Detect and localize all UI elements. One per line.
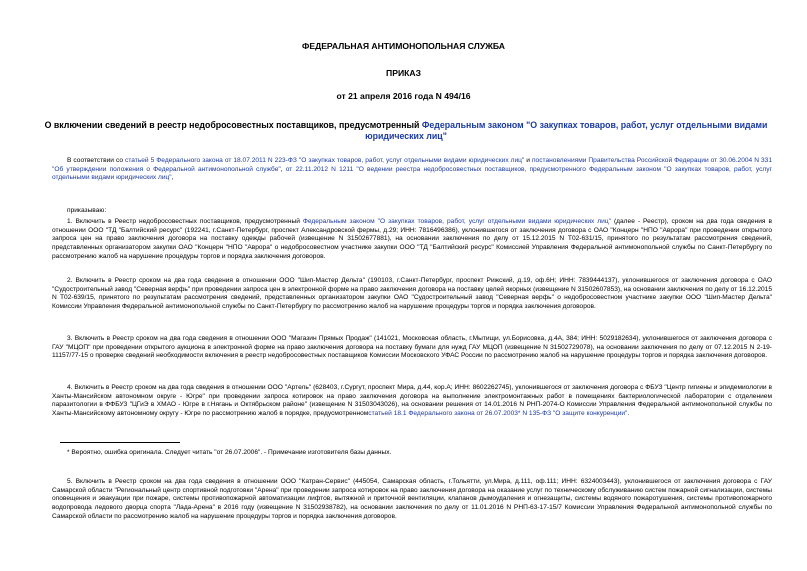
order-item-4	[52, 384, 772, 419]
item-1-text: 1. Включить в Реестр недобросовестных поставщиков, предусмотренный	[67, 218, 303, 225]
order-item-5: 5. Включить в Реестр сроком на два года сведения в отношении ООО "Катран-Сервис" (445054, Самарская область, г.Тольятти, ул.Мира, д.111, оф.111; ИНН: 6324003443), уклонившегося от заключения договора с ГАУ Самарской области "Региональный центр спортивной подготовки "Арена" при проведении запроса котировок на право заключения договора на оказание услуг по техническому обслуживанию систем пожарной сигнализации, системы оповещения и эвакуации при пожаре, системы противопожарной автоматизации лифтов, вытяжной и приточной вентиляции, клапанов дымоудаления и огнезащиты, системы водяного пожаротушения, системы противопожарного водопровода ледового дворца спорта "Лада-Арена" в 2016 году (извещение N 31502938782), на основании заключения по делу от 11.01.2016 N РНП-63-17-15/7 Комиссии Управления Федеральной антимонопольной службы по Самарской области по рассмотрению жалоб на нарушение процедуры торгов и порядка заключения договоров.	[52, 478, 772, 520]
basis-resolution-331-link[interactable]: постановлениями Правительства Российской Федерации от 30.06.2004 N 331 "Об утверждении положения о Федеральной антимонопольной службе"	[52, 157, 772, 173]
basis-text: В соответствии со	[67, 157, 126, 164]
basis-tail: ,	[171, 174, 174, 182]
heading-law-link[interactable]: Федеральным законом "О закупках товаров, работ, услуг отдельными видами юридических лиц"	[365, 120, 768, 141]
basis-separator: ,	[280, 165, 286, 173]
basis-law-link[interactable]: статьей 5 Федерального закона от 18.07.2011 N 223-ФЗ "О закупках товаров, работ, услуг отдельными видами юридических лиц"	[125, 157, 525, 164]
item-1-law-link[interactable]: Федеральным законом "О закупках товаров, работ, услуг отдельными видами юридических лиц"	[302, 218, 611, 225]
legal-basis-paragraph	[52, 157, 772, 183]
order-directive: приказываю:	[67, 207, 107, 214]
item-4-text: 4. Включить в Реестр сроком на два года сведения в отношении ООО "Артель" (628403, г.Сургут, проспект Мира, д.44, кор.А; ИНН: 8602262745), уклонившегося от заключения договора с ФБУЗ "Центр гигиены и эпидемиологии в Ханты-Мансийском автономном округе - Югре" при проведении запроса котировок на право заключения договора на выполнение электромонтажных работ в помещениях бактериологической лаборатории с отделением паразитологии в ФФБУЗ "ЦГиЭ в ХМАО - Югре в г.Нягань и Октябрьском районе" (извещение N 31503043026), на основании решения от 14.01.2016 N РНП-2074-О Комиссии Управления Федеральной антимонопольной службы по Ханты-Мансийскому автономному округу - Югре по рассмотрению жалоб в порядке, предусмотренном	[52, 384, 772, 418]
footnote-divider	[60, 442, 180, 443]
basis-resolution-1211-link[interactable]: от 22.11.2012 N 1211 "О ведении реестра недобросовестных поставщиков, предусмотренного Федеральным законом "О закупках товаров, работ, услуг отдельными видами юридических лиц"	[52, 165, 772, 182]
footnote: * Вероятно, ошибка оригинала. Следует читать "от 26.07.2006". - Примечание изготовителя базы данных.	[67, 449, 392, 456]
item-4-tail: .	[627, 410, 630, 418]
item-4-law-link[interactable]: статьей 18.1 Федерального закона от 26.07.2003* N 135-ФЗ "О защите конкуренции"	[368, 410, 628, 418]
agency-title: ФЕДЕРАЛЬНАЯ АНТИМОНОПОЛЬНАЯ СЛУЖБА	[302, 41, 505, 51]
order-item-2: 2. Включить в Реестр сроком на два года сведения в отношении ООО "Шип-Мастер Дельта" (190103, г.Санкт-Петербург, проспект Рижский, д.19, оф.6Н; ИНН: 7839444137), уклонившегося от заключения договора с ОАО "Судостроительный завод "Северная верфь" при проведении запроса цен в электронной форме на право заключения договора на поставку целей якорных (извещение N 31502607853), на основании заключения по делу от 16.12.2015 N Т02-639/15, принятого по результатам рассмотрения сведений, представленных организатором закупки ОАО "Судостроительный завод "Северная верфь" о недобросовестном участнике закупки ООО "Шип-Мастер Дельта" Комиссии Управления Федеральной антимонопольной службы по Санкт-Петербургу по рассмотрению жалоб на нарушение процедуры торгов и порядка заключения договоров.	[52, 277, 772, 311]
basis-connector: и	[524, 157, 532, 164]
document-date-number: от 21 апреля 2016 года N 494/16	[336, 91, 471, 101]
item-1-text-rest: (далее - Реестр), сроком на два года сведения в отношении ООО "ТД "Балтийский ресурс" (192241, г.Санкт-Петербург, проспект Александровской фермы, д.29; ИНН: 7816496386), уклонившегося от заключения договора с ОАО "Концерн "НПО "Аврора" при проведении открытого запроса цен на право заключения договора на поставку одежды рабочей (извещение N 31502677881), на основании заключения по делу от 15.12.2015 N Т02-631/15, принятого по результатам рассмотрения сведений, представленных организатором закупки ОАО "Концерн "НПО "Аврора" о недобросовестном участнике закупки ООО "ТД "Балтийский ресурс" Комиссией Управления Федеральной антимонопольной службы по Санкт-Петербургу по рассмотрению жалоб на нарушение процедуры торгов и порядка заключения договоров.	[52, 218, 773, 260]
heading-text: О включении сведений в реестр недобросовестных поставщиков, предусмотренный	[44, 120, 422, 130]
document-type: ПРИКАЗ	[386, 68, 421, 78]
order-item-1	[52, 218, 772, 262]
order-heading	[36, 120, 776, 142]
order-item-3: 3. Включить в Реестр сроком на два года сведения в отношении ООО "Магазин Прямых Продаж" (141021, Московская область, г.Мытищи, ул.Борисовка, д.4А, 384; ИНН: 5029182634), уклонившегося от заключения договора с ГАУ "МЦОП" при проведении открытого аукциона в электронной форме на право заключения договора на поставку бумаги для нужд ГАУ МЦОП (извещение N 31502729078), на основании заключения по делу от 07.12.2015 N 2-19-11157/77-15 о проверке сведений необходимости включения в реестр недобросовестных поставщиков Комиссии Московского УФАС России по рассмотрению жалоб на нарушение процедуры торгов и порядка заключения договоров.	[52, 335, 772, 360]
